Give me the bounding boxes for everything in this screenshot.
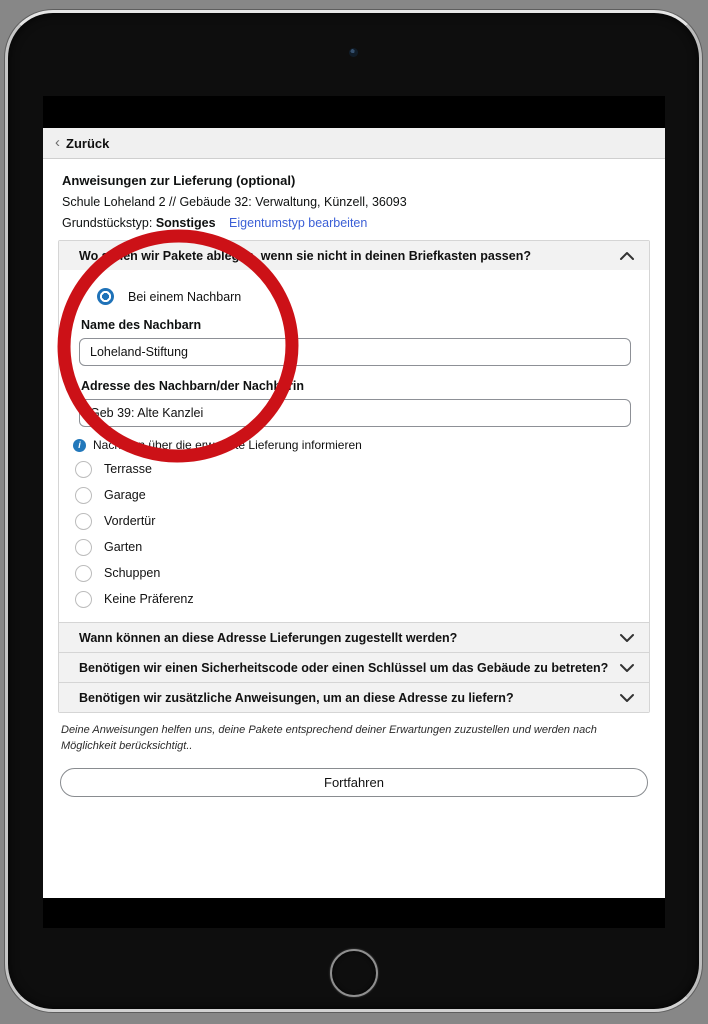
radio-unselected-icon[interactable] <box>75 539 92 556</box>
continue-button[interactable]: Fortfahren <box>60 768 648 797</box>
option-garage[interactable]: Garage <box>75 482 631 508</box>
radio-unselected-icon[interactable] <box>75 591 92 608</box>
option-schuppen[interactable]: Schuppen <box>75 560 631 586</box>
address-line: Schule Loheland 2 // Gebäude 32: Verwaltung, Künzell, 36093 <box>62 195 407 209</box>
home-button[interactable] <box>330 949 378 997</box>
neighbor-name-input[interactable] <box>79 338 631 366</box>
property-type-value: Sonstiges <box>155 216 216 230</box>
packages-panel <box>59 270 649 622</box>
edit-property-type-link[interactable]: Eigentumstyp bearbeiten <box>229 216 368 230</box>
accordion-section-security[interactable]: Benötigen wir einen Sicherheitscode oder einen Schlüssel um das Gebäude zu betreten? <box>59 652 649 682</box>
back-chevron-icon: ‹ <box>55 133 60 151</box>
radio-unselected-icon[interactable] <box>75 513 92 530</box>
neighbor-address-input[interactable] <box>79 399 631 427</box>
option-keine-praeferenz[interactable]: Keine Präferenz <box>75 586 631 612</box>
main-content <box>43 159 665 797</box>
back-button[interactable]: Zurück <box>66 135 110 151</box>
option-terrasse[interactable]: Terrasse <box>75 456 631 482</box>
chevron-down-icon <box>619 693 635 703</box>
property-type-label: Grundstückstyp: <box>62 216 153 230</box>
accordion-section-packages[interactable]: Wo sollen wir Pakete ablegen, wenn sie nicht in deinen Briefkasten passen? <box>59 241 649 270</box>
chevron-down-icon <box>619 663 635 673</box>
app-screen <box>43 96 665 928</box>
option-vordertuer[interactable]: Vordertür <box>75 508 631 534</box>
bottom-bar <box>43 898 665 928</box>
accordion-section-times[interactable]: Wann können an diese Adresse Lieferungen zugestellt werden? <box>59 622 649 652</box>
instructions-footnote: Deine Anweisungen helfen uns, deine Pakete entsprechend deiner Erwartungen zuzustellen und werden nach Möglichkeit berücksichtigt.. <box>61 724 597 752</box>
delivery-accordion <box>58 240 650 713</box>
chevron-down-icon <box>619 633 635 643</box>
front-camera-icon <box>349 48 358 57</box>
option-bei-einem-nachbarn[interactable]: Bei einem Nachbarn <box>97 288 631 305</box>
neighbor-address-label: Adresse des Nachbarn/der Nachbarin <box>81 379 304 393</box>
info-icon: i <box>73 439 86 452</box>
notify-neighbor-note: i Nachbarn über die erwartete Lieferung informieren <box>73 438 631 452</box>
back-bar <box>43 128 665 159</box>
radio-unselected-icon[interactable] <box>75 565 92 582</box>
option-garten[interactable]: Garten <box>75 534 631 560</box>
property-type-row <box>62 216 646 230</box>
radio-unselected-icon[interactable] <box>75 461 92 478</box>
page-title: Anweisungen zur Lieferung (optional) <box>62 173 296 188</box>
status-bar <box>43 96 665 128</box>
accordion-section-extra[interactable]: Benötigen wir zusätzliche Anweisungen, um an diese Adresse zu liefern? <box>59 682 649 712</box>
chevron-up-icon <box>619 251 635 261</box>
radio-unselected-icon[interactable] <box>75 487 92 504</box>
radio-selected-icon[interactable] <box>97 288 114 305</box>
neighbor-name-label: Name des Nachbarn <box>81 318 202 332</box>
